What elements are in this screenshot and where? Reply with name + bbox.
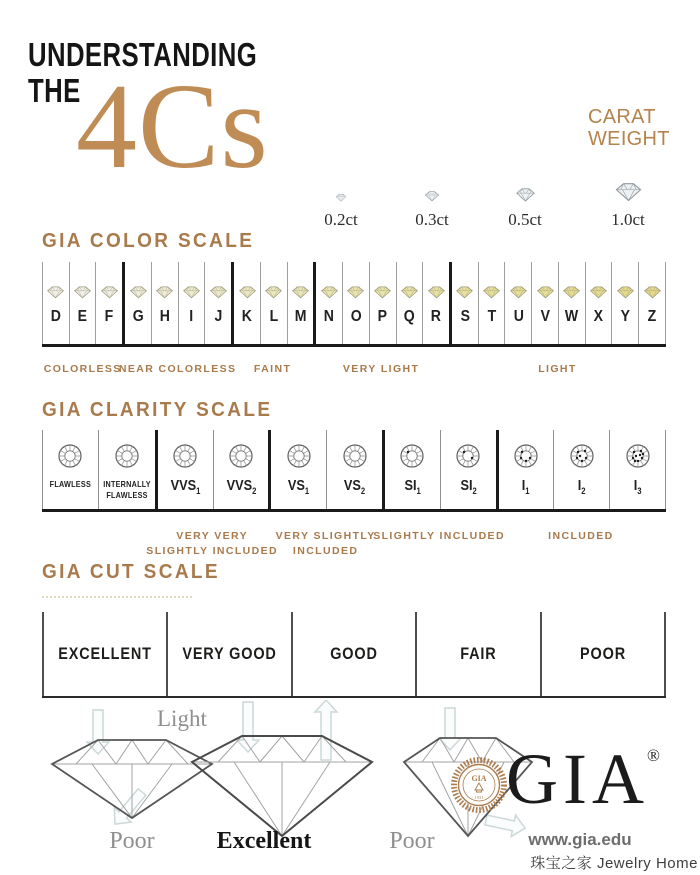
color-letter: U [513, 308, 524, 325]
diamond-gem-icon [616, 285, 635, 299]
clarity-cell-VS1 [268, 430, 326, 509]
carat-label: 0.5ct [508, 210, 542, 229]
color-scale-table [42, 262, 666, 347]
clarity-label: $I_3$ [633, 477, 642, 496]
carat-gem [480, 156, 570, 202]
color-letter: O [350, 308, 362, 325]
carat-label: 0.3ct [415, 210, 449, 229]
clarity-group-label: SLIGHTLY INCLUDED [373, 530, 505, 542]
clarity-diamond-icon [569, 443, 595, 469]
cut-cell-very-good [166, 612, 290, 696]
color-cell-M [287, 262, 314, 344]
carat-item-0.3ct [387, 156, 477, 228]
diamond-gem-icon [455, 285, 474, 299]
clarity-label: FLAWLESS [49, 479, 92, 489]
light-return-arrow [315, 700, 337, 760]
clarity-cell-SI2 [440, 430, 496, 509]
color-letter: X [593, 308, 604, 325]
clarity-label: $I_1$ [522, 477, 530, 496]
diamond-gem-icon [373, 285, 392, 299]
color-letter: M [294, 308, 307, 325]
diamond-gem-icon [482, 285, 501, 299]
color-cell-J [204, 262, 231, 344]
clarity-diamond-icon [342, 443, 368, 469]
color-cell-N [313, 262, 342, 344]
clarity-diamond-icon [172, 443, 198, 469]
color-letter: V [540, 308, 550, 325]
diamond-facets [192, 736, 372, 836]
diamond-gem-icon [335, 193, 347, 202]
clarity-cell-VS2 [326, 430, 382, 509]
diamond-gem-icon [562, 285, 581, 299]
clarity-diamond-icon [455, 443, 481, 469]
clarity-label: $VS_1$ [288, 477, 310, 496]
color-cell-O [342, 262, 369, 344]
clarity-cell-I2 [553, 430, 609, 509]
seal-brand-text: GIA [471, 774, 487, 783]
color-letter: N [324, 308, 335, 325]
clarity-cell-VVS2 [213, 430, 269, 509]
diamond-gem-icon [320, 285, 339, 299]
clarity-cell-INTERNALLY-FLAWLESS [98, 430, 155, 509]
cut-scale-heading: GIA CUT SCALE [42, 561, 220, 583]
clarity-label: $I_2$ [577, 477, 586, 496]
gia-seal [450, 756, 508, 814]
color-letter: P [377, 308, 388, 325]
page-title-line1: UNDERSTANDING [28, 36, 258, 73]
color-letter: J [214, 308, 223, 325]
color-cell-D [42, 262, 69, 344]
cut-scale-table [42, 612, 666, 698]
diamond-gem-icon [536, 285, 555, 299]
color-cell-H [151, 262, 178, 344]
color-cell-F [95, 262, 122, 344]
diamond-gem-icon [291, 285, 310, 299]
carat-label: 1.0ct [611, 210, 645, 229]
color-scale-heading: GIA COLOR SCALE [42, 230, 255, 252]
page-title-4cs: 4Cs [76, 59, 269, 194]
clarity-scale-group-labels [42, 529, 666, 559]
color-group-label: COLORLESS [43, 363, 122, 375]
diamond-gem-icon [155, 285, 174, 299]
carat-heading-line1: CARAT [588, 106, 656, 128]
color-cell-Y [611, 262, 638, 344]
clarity-scale-table [42, 430, 666, 512]
cut-label: EXCELLENT [58, 644, 152, 663]
light-in-arrow [439, 708, 461, 750]
color-cell-I [178, 262, 205, 344]
clarity-label: $SI_2$ [460, 477, 477, 496]
clarity-label: $SI_1$ [404, 477, 421, 496]
color-letter: W [565, 308, 579, 325]
watermark-jewelry-home: 珠宝之家 Jewelry Home [530, 855, 698, 872]
clarity-diamond-icon [57, 443, 83, 469]
clarity-diamond-icon [625, 443, 651, 469]
cut-cell-excellent [42, 612, 166, 696]
color-letter: T [487, 308, 496, 325]
diamond-gem-icon [46, 285, 65, 299]
cut-label: GOOD [330, 644, 378, 663]
diamond-gem-icon [424, 190, 440, 202]
color-letter: F [105, 308, 114, 325]
diamond-gem-icon [427, 285, 446, 299]
diamond-gem-icon [209, 285, 228, 299]
light-label: Light [157, 706, 207, 731]
color-cell-V [531, 262, 558, 344]
clarity-group-label: VERY SLIGHTLY INCLUDED [275, 530, 376, 558]
clarity-label: INTERNALLY FLAWLESS [103, 479, 151, 501]
diamond-gem-icon [238, 285, 257, 299]
diamond-gem-icon [614, 181, 643, 202]
clarity-diamond-icon [513, 443, 539, 469]
color-group-label: FAINT [253, 363, 292, 375]
carat-item-0.5ct [480, 156, 570, 228]
clarity-cell-I3 [609, 430, 666, 509]
color-scale-group-labels [42, 362, 666, 392]
carat-gem [387, 156, 477, 202]
carat-gem [296, 156, 386, 202]
color-letter: K [241, 308, 253, 325]
color-group-label: VERY LIGHT [342, 363, 420, 375]
diamond-gem-icon [129, 285, 148, 299]
light-in-arrow [87, 710, 109, 754]
color-cell-Z [638, 262, 666, 344]
color-letter: R [431, 308, 442, 325]
clarity-scale-heading: GIA CLARITY SCALE [42, 399, 273, 421]
clarity-cell-I1 [496, 430, 554, 509]
color-group-label: LIGHT [538, 363, 577, 375]
color-letter: I [189, 308, 194, 325]
color-cell-E [69, 262, 96, 344]
carat-gem [583, 156, 673, 202]
registered-mark: ® [646, 746, 660, 765]
cut-cell-poor [540, 612, 666, 696]
color-letter: L [269, 308, 279, 325]
color-group-label: NEAR COLORLESS [118, 363, 237, 375]
color-cell-X [585, 262, 612, 344]
diamond-gem-icon [589, 285, 608, 299]
clarity-diamond-icon [114, 443, 140, 469]
color-cell-L [260, 262, 287, 344]
color-cell-Q [396, 262, 423, 344]
color-letter: E [77, 308, 88, 325]
color-cell-T [478, 262, 505, 344]
carat-label: 0.2ct [324, 210, 358, 229]
clarity-label: $VVS_1$ [170, 477, 201, 496]
clarity-diamond-icon [228, 443, 254, 469]
color-cell-K [231, 262, 260, 344]
carat-weight-heading [588, 106, 670, 151]
diamond-gem-icon [73, 285, 92, 299]
diamond-gem-icon [400, 285, 419, 299]
clarity-diamond-icon [399, 443, 425, 469]
color-letter: G [132, 308, 144, 325]
seal-year-text: · 1931 · [471, 795, 487, 800]
dotted-rule [42, 596, 192, 598]
diamond-gem-icon [264, 285, 283, 299]
diamond-gem-icon [182, 285, 201, 299]
color-letter: H [159, 308, 170, 325]
ideal-cut-diagram [184, 700, 382, 842]
carat-heading-line2: WEIGHT [588, 128, 670, 151]
clarity-cell-SI1 [382, 430, 440, 509]
cut-cell-fair [415, 612, 539, 696]
clarity-cell-FLAWLESS [42, 430, 98, 509]
clarity-label: $VVS_2$ [226, 477, 256, 496]
color-cell-G [122, 262, 151, 344]
carat-item-0.2ct [296, 156, 386, 228]
color-letter: D [50, 308, 61, 325]
diamond-gem-icon [346, 285, 365, 299]
clarity-diamond-icon [286, 443, 312, 469]
clarity-label: $VS_2$ [344, 477, 366, 496]
gia-wordmark-text: GIA [506, 739, 649, 819]
color-letter: S [460, 308, 470, 325]
ideal-cut-label: Excellent [216, 828, 312, 854]
color-cell-S [449, 262, 478, 344]
color-cell-R [422, 262, 449, 344]
color-cell-W [558, 262, 585, 344]
clarity-group-label: INCLUDED [548, 530, 614, 542]
diamond-gem-icon [100, 285, 119, 299]
carat-item-1.0ct [583, 156, 673, 228]
deep-cut-label: Poor [389, 828, 435, 854]
diamond-gem-icon [509, 285, 528, 299]
color-cell-P [369, 262, 396, 344]
color-letter: Q [403, 308, 415, 325]
clarity-cell-VVS1 [155, 430, 213, 509]
cut-cell-good [291, 612, 415, 696]
diamond-gem-icon [643, 285, 662, 299]
cut-label: FAIR [460, 644, 497, 663]
color-cell-U [504, 262, 531, 344]
cut-label: POOR [579, 644, 626, 663]
gia-url: www.gia.edu [528, 830, 632, 849]
color-letter: Y [620, 308, 630, 325]
page-title-line2: THE [28, 72, 81, 109]
color-letter: Z [647, 308, 657, 325]
clarity-group-label: VERY VERY SLIGHTLY INCLUDED [146, 530, 279, 558]
gia-wordmark [506, 739, 662, 819]
cut-label: VERY GOOD [182, 644, 277, 663]
shallow-cut-label: Poor [109, 828, 155, 854]
diamond-gem-icon [515, 187, 536, 202]
